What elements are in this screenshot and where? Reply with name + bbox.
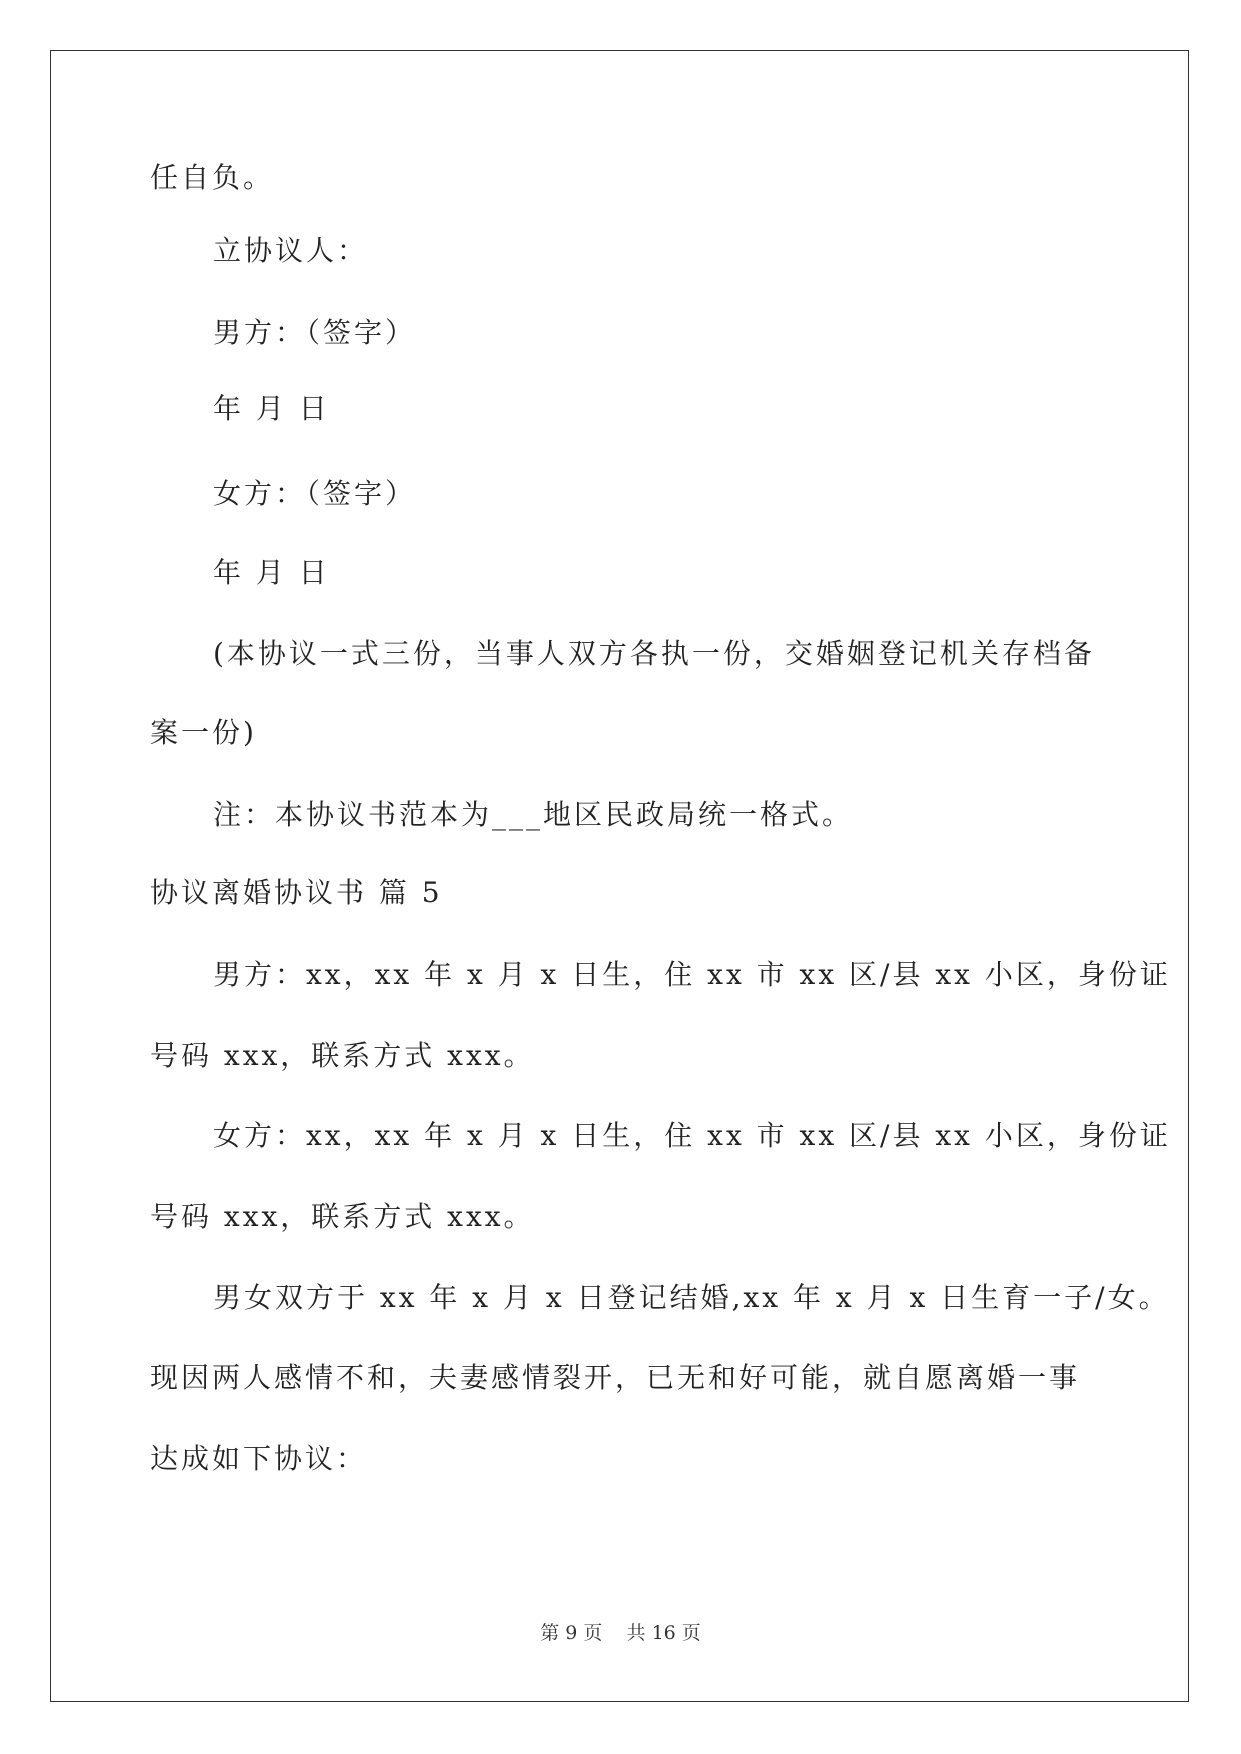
text-line-13: 女方：xx，xx 年 x 月 x 日生，住 xx 市 xx 区/县 xx 小区，身份证 [213, 1119, 1171, 1152]
text-line-8: 案一份) [150, 716, 257, 749]
text-line-6: 年 月 日 [213, 556, 330, 589]
text-line-12: 号码 xxx，联系方式 xxx。 [150, 1039, 535, 1072]
text-line-1: 任自负。 [150, 161, 275, 194]
text-line-11: 男方：xx，xx 年 x 月 x 日生，住 xx 市 xx 区/县 xx 小区，身份证 [213, 958, 1171, 991]
text-line-9: 注：本协议书范本为___地区民政局统一格式。 [213, 798, 854, 831]
section-heading: 协议离婚协议书 篇 5 [150, 876, 443, 909]
text-line-5: 女方：（签字） [213, 477, 417, 510]
text-line-16: 现因两人感情不和，夫妻感情裂开，已无和好可能，就自愿离婚一事 [150, 1361, 1081, 1394]
text-line-14: 号码 xxx，联系方式 xxx。 [150, 1200, 535, 1233]
text-line-4: 年 月 日 [213, 392, 330, 425]
page-footer: 第 9 页 共 16 页 [540, 1622, 701, 1644]
text-line-3: 男方：（签字） [213, 316, 417, 349]
text-line-7: (本协议一式三份，当事人双方各执一份，交婚姻登记机关存档备 [213, 637, 1095, 670]
text-line-2: 立协议人： [213, 234, 369, 267]
text-line-17: 达成如下协议： [150, 1442, 368, 1475]
text-line-15: 男女双方于 xx 年 x 月 x 日登记结婚,xx 年 x 月 x 日生育一子/女。 [213, 1281, 1170, 1314]
